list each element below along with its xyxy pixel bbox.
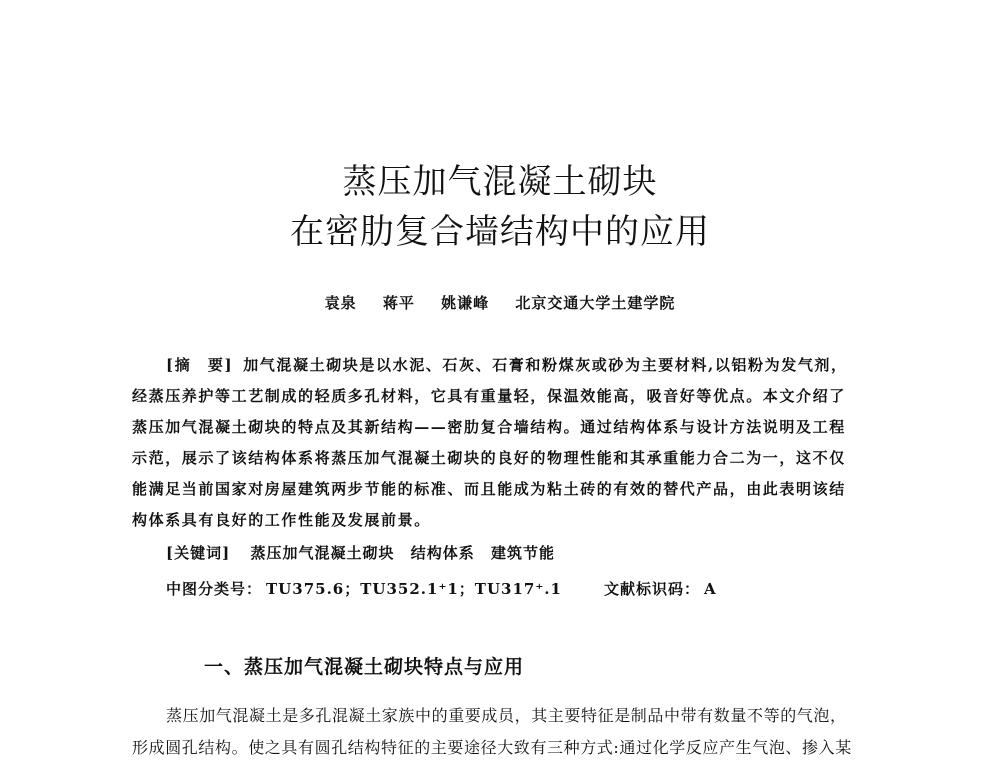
keywords-label: [关键词] bbox=[166, 544, 231, 562]
author-line bbox=[0, 292, 1000, 313]
abstract-line: 示范，展示了该结构体系将蒸压加气混凝土砌块的良好的物理性能和其承重能力合二为一，这不仅 bbox=[132, 449, 846, 467]
document-code-label: 文献标识码： bbox=[603, 580, 700, 598]
paper-title-line-2: 在密肋复合墙结构中的应用 bbox=[290, 212, 710, 252]
author-name: 蒋平 bbox=[382, 294, 415, 312]
keywords bbox=[166, 542, 565, 563]
abstract bbox=[132, 350, 890, 536]
classification-row bbox=[166, 578, 717, 599]
abstract-label: [摘 要] bbox=[166, 356, 234, 374]
abstract-text: 加气混凝土砌块是以水泥、石灰、石膏和粉煤灰或砂为主要材料,以铝粉为发气剂， bbox=[243, 356, 848, 374]
keyword: 建筑节能 bbox=[490, 544, 555, 562]
document-code-value: A bbox=[703, 580, 717, 598]
author-name: 袁泉 bbox=[324, 294, 357, 312]
section-heading: 一、蒸压加气混凝土砌块特点与应用 bbox=[204, 656, 525, 678]
author-name: 姚谦峰 bbox=[441, 294, 490, 312]
abstract-line bbox=[132, 350, 890, 381]
abstract-line: 能满足当前国家对房屋建筑两步节能的标准、而且能成为粘土砖的有效的替代产品，由此表明该结 bbox=[132, 480, 846, 498]
abstract-line: 构体系具有良好的工作性能及发展前景。 bbox=[132, 511, 431, 529]
section-body bbox=[132, 700, 890, 760]
abstract-line: 经蒸压养护等工艺制成的轻质多孔材料，它具有重量轻，保温效能高，吸音好等优点。本文介绍了 bbox=[132, 387, 846, 405]
paper-title-line-1: 蒸压加气混凝土砌块 bbox=[342, 162, 658, 202]
author-affiliation: 北京交通大学土建学院 bbox=[515, 294, 676, 312]
classification-label: 中图分类号： bbox=[166, 580, 263, 598]
body-line: 形成圆孔结构。使之具有圆孔结构特征的主要途径大致有三种方式:通过化学反应产生气泡、掺入某 bbox=[132, 738, 852, 757]
body-line: 蒸压加气混凝土是多孔混凝土家族中的重要成员，其主要特征是制品中带有数量不等的气泡， bbox=[166, 706, 847, 725]
classification-value: TU375.6；TU352.1⁺1；TU317⁺.1 bbox=[266, 580, 562, 598]
keyword: 结构体系 bbox=[410, 544, 475, 562]
keyword: 蒸压加气混凝土砌块 bbox=[250, 544, 395, 562]
abstract-line: 蒸压加气混凝土砌块的特点及其新结构——密肋复合墙结构。通过结构体系与设计方法说明及工程 bbox=[132, 418, 846, 436]
